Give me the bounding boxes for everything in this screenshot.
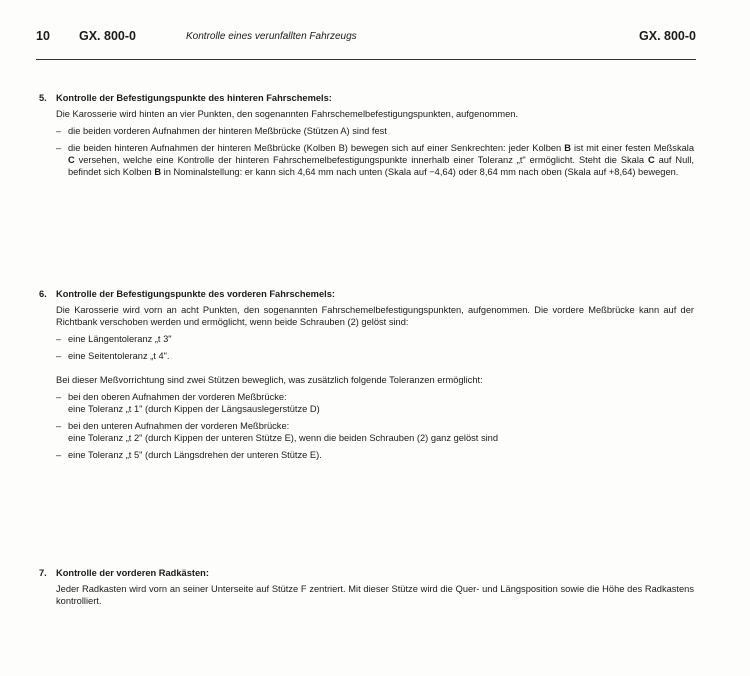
section-number: 6.: [39, 289, 47, 299]
label-b: B: [154, 167, 162, 177]
text-run: versehen, welche eine Kontrolle der hinteren Fahrschemelbefestigungspunkte innerhalb einer Toleranz „t" ermöglicht. Steht die Skala: [74, 155, 648, 165]
section-title: Kontrolle der Befestigungspunkte des vorderen Fahrschemels:: [56, 289, 335, 299]
list-item-text: [68, 143, 694, 177]
list-item: [56, 350, 694, 362]
list-item: [56, 449, 694, 461]
list-item-text: eine Seitentoleranz „t 4".: [68, 351, 170, 361]
section-intro: Die Karosserie wird vorn an acht Punkten, den sogenannten Fahrschemelbefestigungspunkten, aufgenommen. Die vordere Meßbrücke kann auf der Richtbank verschoben werden und ermöglicht, wenn beide Schrauben (2) gelöst sind:: [56, 305, 694, 327]
section-title: Kontrolle der Befestigungspunkte des hinteren Fahrschemels:: [56, 93, 332, 103]
section-heading: [39, 288, 694, 300]
list-item-text: bei den oberen Aufnahmen der vorderen Meßbrücke:: [68, 392, 287, 402]
text-run: die beiden hinteren Aufnahmen der hinteren Meßbrücke (Kolben B) bewegen sich auf einer Senkrechten: jeder Kolben: [68, 143, 565, 153]
section-7: [39, 567, 694, 607]
list-item: [56, 391, 694, 415]
list-dash: –: [56, 421, 62, 431]
text-run: auf Null, befindet sich Kolben: [68, 155, 694, 177]
section-intro: Jeder Radkasten wird vorn an seiner Unterseite auf Stütze F zentriert. Mit dieser Stütze wird die Quer- und Längsposition sowie die Höhe des Radkastens kontrolliert.: [56, 584, 694, 606]
document-code: GX. 800-0: [79, 29, 136, 43]
text-run: ist mit einer festen Meßskala: [570, 143, 694, 153]
list-dash: –: [56, 143, 62, 153]
list-item: [56, 142, 694, 178]
label-b: B: [564, 143, 571, 153]
section-5: [39, 92, 694, 178]
section-title: Kontrolle der vorderen Radkästen:: [56, 568, 209, 578]
section-number: 7.: [39, 568, 47, 578]
section-6: [39, 288, 694, 461]
page-header: [36, 27, 696, 45]
list-dash: –: [56, 392, 62, 402]
list-dash: –: [56, 334, 62, 344]
list-item: [56, 125, 694, 137]
list-item-text: eine Toleranz „t 5" (durch Längsdrehen der unteren Stütze E).: [68, 450, 322, 460]
label-c: C: [68, 155, 75, 165]
section-heading: [39, 92, 694, 104]
list-dash: –: [56, 126, 62, 136]
list-item-text: bei den unteren Aufnahmen der vorderen Meßbrücke:: [68, 421, 290, 431]
section-number: 5.: [39, 93, 47, 103]
document-title: Kontrolle eines verunfallten Fahrzeugs: [186, 31, 357, 42]
section-intro: Die Karosserie wird hinten an vier Punkten, den sogenannten Fahrschemelbefestigungspunkten, aufgenommen.: [56, 109, 519, 119]
list-item-text: eine Längentoleranz „t 3": [68, 334, 172, 344]
text-run: in Nominalstellung: er kann sich 4,64 mm nach unten (Skala auf −4,64) oder 8,64 mm nach oben (Skala auf +8,64) bewegen.: [161, 167, 679, 177]
list-item-text: die beiden vorderen Aufnahmen der hinteren Meßbrücke (Stützen A) sind fest: [68, 126, 387, 136]
list-item-subtext: eine Toleranz „t 1" (durch Kippen der Längsauslegerstütze D): [68, 404, 320, 414]
list-dash: –: [56, 351, 62, 361]
page-number: 10: [36, 29, 50, 43]
header-rule: [36, 59, 696, 60]
section-paragraph: Bei dieser Meßvorrichtung sind zwei Stützen beweglich, was zusätzlich folgende Toleranzen ermöglicht:: [56, 375, 483, 385]
list-item: [56, 333, 694, 345]
list-item: [56, 420, 694, 444]
section-heading: [39, 567, 694, 579]
label-c: C: [647, 155, 655, 165]
list-item-subtext: eine Toleranz „t 2" (durch Kippen der unteren Stütze E), wenn die beiden Schrauben (2) ganz gelöst sind: [68, 433, 499, 443]
list-dash: –: [56, 450, 62, 460]
document-code-right: GX. 800-0: [639, 29, 696, 43]
